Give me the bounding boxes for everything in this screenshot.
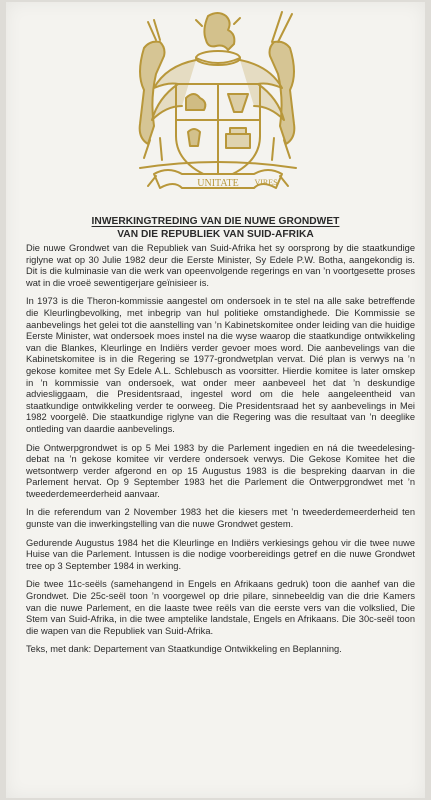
- paragraph-6: Die twee 11c-seëls (samehangend in Engels en Afrikaans gedruk) toon die aanhef van die Grondwet. Die 25c-seël toon ’n voorgewel op drie pilare, sinnebeeldig van die drie Kamers van die nuwe Parlement, en die laaste twee reëls van die eerste vers van die volkslied, Die Stem van Suid-Afrika, in die twee amptelike landstale, Engels en Afrikaans. Die 30c-seël toon die wapen van die Republiek van Suid-Afrika.: [26, 579, 415, 636]
- document-title: INWERKINGTREDING VAN DIE NUWE GRONDWET: [91, 216, 340, 227]
- document-subtitle: VAN DIE REPUBLIEK VAN SUID-AFRIKA: [117, 229, 314, 240]
- coat-of-arms-icon: [104, 8, 332, 208]
- motto-text-right: VIRES: [254, 178, 278, 187]
- paragraph-3: Die Ontwerpgrondwet is op 5 Mei 1983 by die Parlement ingedien en ná die tweedelesing-debat na ’n gekose komitee vir verdere ondersoek verwys. Die Gekose Komitee het die wetsontwerp verder afgerond en op 15 Augustus 1983 is die bespreking daarvan in die Parlement hervat. Op 9 September 1983 het die Parlement die Ontwerpgrondwet met ’n tweederdemeerderheid aanvaar.: [26, 442, 415, 499]
- paragraph-1: Die nuwe Grondwet van die Republiek van Suid-Afrika het sy oorsprong by die staatkundige riglyne wat op 30 Julie 1982 deur die Eerste Minister, Sy Edele P.W. Botha, aangekondig is. Dit is die kulminasie van die werk van opeenvolgende regerings en van ’n voortgesette proses wat in die vroeë sewentigerjare geïnisieer is.: [26, 243, 415, 288]
- paragraph-5: Gedurende Augustus 1984 het die Kleurlinge en Indiërs verkiesings gehou vir die twee nuwe Huise van die Parlement. Intussen is die nodige voorbereidings getref en die nuwe Grondwet tree op 3 September 1984 in werking.: [26, 537, 415, 571]
- paragraph-4: In die referendum van 2 November 1983 het die kiesers met ’n tweederdemeerderheid ten gunste van die inwerkingstelling van die nuwe Grondwet gestem.: [26, 507, 415, 530]
- body-text: [26, 243, 415, 663]
- credit-line: Teks, met dank: Departement van Staatkundige Ontwikkeling en Beplanning.: [26, 644, 342, 655]
- motto-text: UNITATE: [197, 178, 239, 189]
- paragraph-2: In 1973 is die Theron-kommissie aangestel om ondersoek in te stel na alle sake betreffende die Kleurlingbevolking, met inbegrip van hul politieke omstandighede. Die Kommissie se aanbevelings het gelei tot die aanstelling van ’n Kabinetskomitee onder leiding van die huidige Eerste Minister, wat ondersoek moes instel na die wyse waarop die staatkundige ontwikkeling van die Blankes, Kleurlinge en Indiërs verder gevoer moes word. Die aanbevelings van die Kabinetskomitee is in die Regering se 1977-grondwetplan vervat. Dié plan is verwys na ’n gekose komitee met Sy Edele A.L. Schlebusch as voorsitter. Hierdie komitee is later omskep in ’n kommissie van ondersoek, wat onder meer aanbeveel het dat ’n deskundige adviesliggaam, die Presidentsraad, ingestel word om die hele aangeleentheid van staatkundige ontwikkeling verder te oorweeg. Die Presidentsraad het sy aanbevelings in Mei 1982 voorgelê. Die staatkundige riglyne van die Regering was die resultaat van ’n deeglike ontleding van daardie aanbevelings.: [26, 296, 415, 434]
- document-card: [6, 2, 425, 798]
